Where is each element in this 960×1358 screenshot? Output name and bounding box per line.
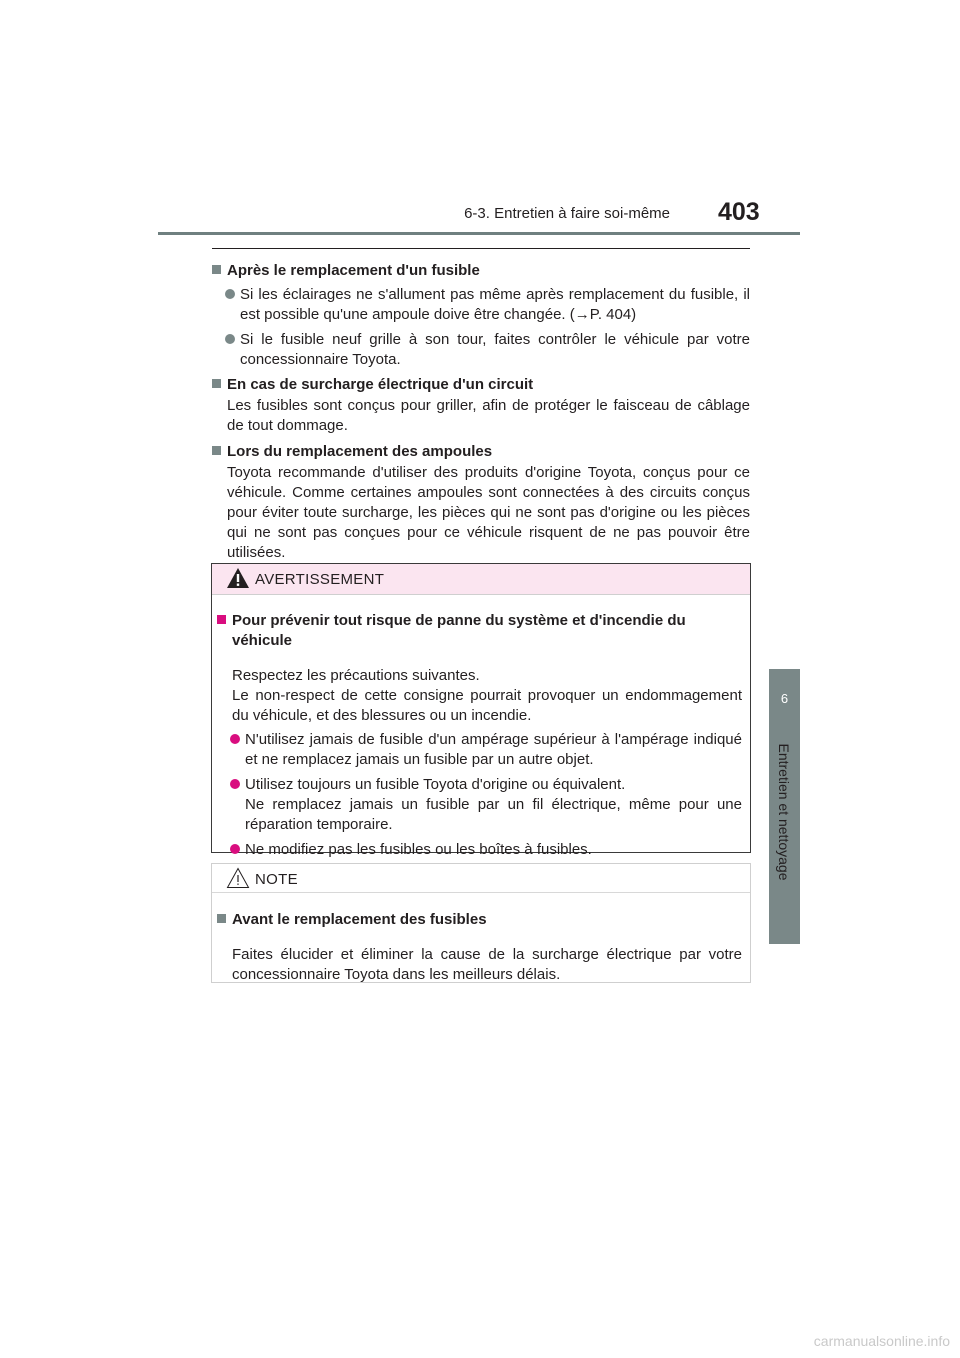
note-heading: Avant le remplacement des fusibles (217, 910, 742, 930)
note-header (212, 864, 750, 893)
warning-body (212, 595, 750, 860)
warning-heading: Pour prévenir tout risque de panne du système et d'incendie du véhicule (217, 611, 742, 651)
section-heading: Lors du remplacement des ampoules (212, 442, 750, 462)
warning-box (211, 563, 751, 858)
square-bullet-icon (217, 615, 226, 624)
warning-list-item: N'utilisez jamais de fusible d'un ampérage supérieur à l'ampérage indiqué et ne remplacez jamais un fusible par un autre objet. (217, 730, 742, 770)
main-content (212, 248, 750, 569)
warning-list-item: Ne modifiez pas les fusibles ou les boîtes à fusibles. (217, 840, 742, 860)
section-text: Toyota recommande d'utiliser des produits d'origine Toyota, conçus pour ce véhicule. Comme certaines ampoules sont connectées à des circuits conçus pour éviter toute surcharge, les pièces qui ne sont pas d'origine ou les pièces qui ne sont pas conçues pour ce véhicule risquent de ne pas pouvoir être utilisées. (227, 464, 750, 561)
warning-text: Respectez les précautions suivantes. Le non-respect de cette consigne pourrait provoquer un endommagement du véhicule, et des blessures ou un incendie. (232, 667, 742, 724)
square-bullet-icon (212, 446, 221, 455)
warning-list-item: Utilisez toujours un fusible Toyota d'origine ou équivalent. Ne remplacez jamais un fusible par un fil électrique, même pour une réparation temporaire. (217, 775, 742, 835)
warning-triangle-icon (226, 567, 250, 589)
watermark: carmanualsonline.info (813, 1333, 950, 1349)
list-item: Si les éclairages ne s'allument pas même après remplacement du fusible, il est possible qu'une ampoule doive être changée. (→P. 404) (212, 285, 750, 325)
round-bullet-icon (230, 779, 240, 789)
caution-outline-triangle-icon (226, 867, 250, 889)
section-heading: Après le remplacement d'un fusible (212, 261, 750, 281)
header-section-title: 6-3. Entretien à faire soi-même (464, 205, 670, 222)
section-heading: En cas de surcharge électrique d'un circuit (212, 375, 750, 395)
section-text: Les fusibles sont conçus pour griller, afin de protéger le faisceau de câblage de tout dommage. (227, 397, 750, 434)
chapter-label: Entretien et nettoyage (776, 743, 792, 881)
round-bullet-icon (225, 334, 235, 344)
list-item: Si le fusible neuf grille à son tour, faites contrôler le véhicule par votre concessionnaire Toyota. (212, 330, 750, 370)
square-bullet-icon (217, 914, 226, 923)
note-text: Faites élucider et éliminer la cause de la surcharge électrique par votre concessionnaire Toyota dans les meilleurs délais. (232, 946, 742, 983)
round-bullet-icon (230, 844, 240, 854)
square-bullet-icon (212, 265, 221, 274)
note-title: NOTE (255, 871, 298, 888)
round-bullet-icon (230, 734, 240, 744)
note-box (211, 863, 751, 983)
warning-header (212, 564, 750, 595)
square-bullet-icon (212, 379, 221, 388)
note-body (212, 893, 750, 985)
warning-title: AVERTISSEMENT (255, 571, 385, 588)
chapter-number: 6 (780, 691, 789, 706)
round-bullet-icon (225, 289, 235, 299)
page-number: 403 (718, 198, 760, 226)
header-rule (158, 232, 800, 235)
